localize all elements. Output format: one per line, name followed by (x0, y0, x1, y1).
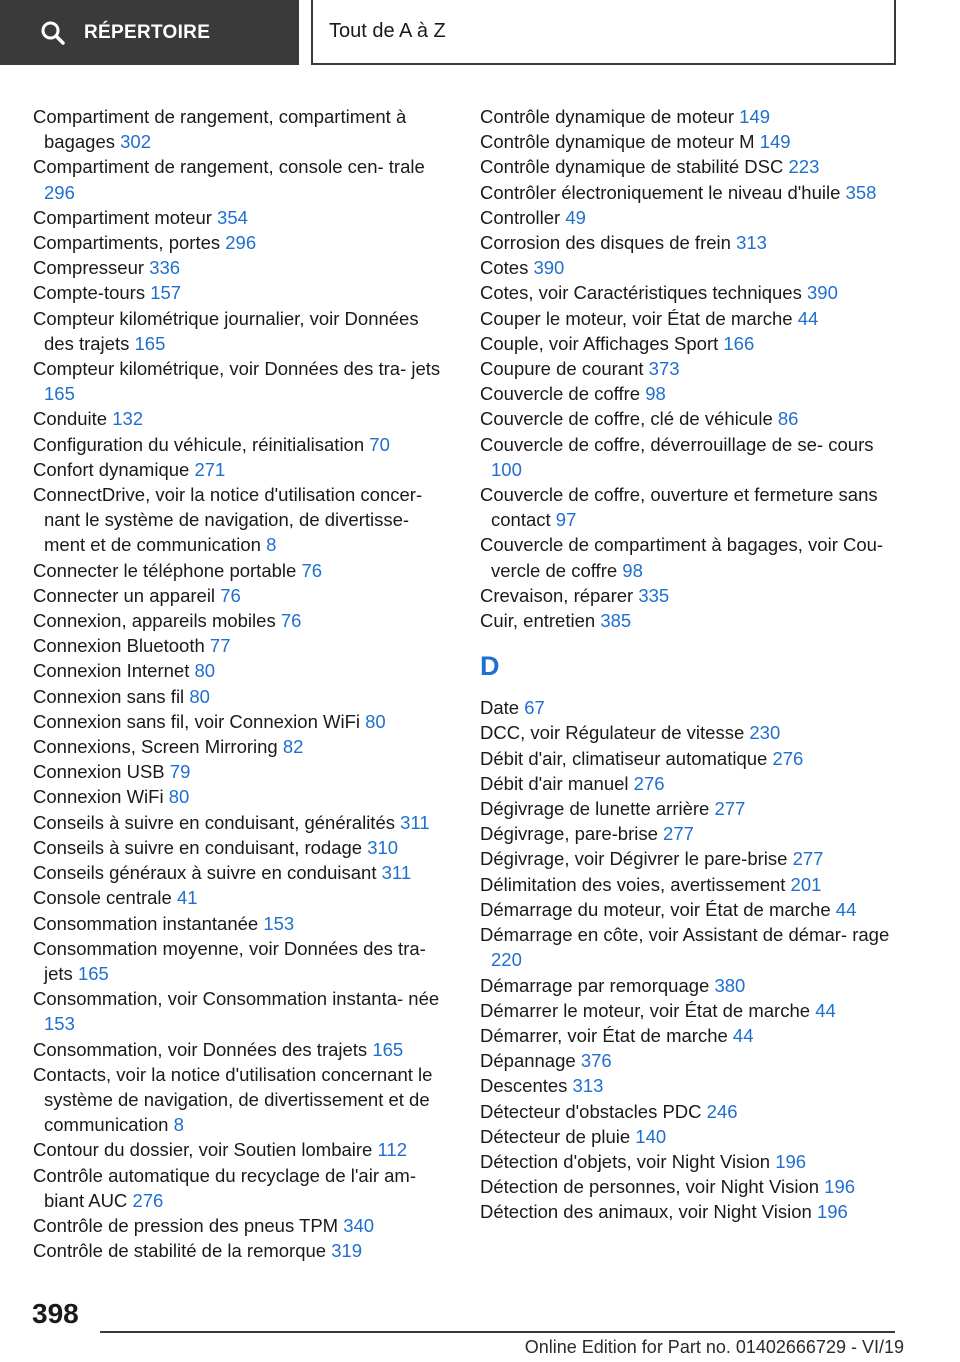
index-term: Conseils à suivre en conduisant, généralités (33, 811, 395, 833)
index-entry (480, 1073, 900, 1098)
index-entry (33, 709, 453, 734)
page-link[interactable]: 311 (381, 862, 412, 884)
index-term: Contrôle dynamique de moteur (480, 106, 735, 127)
page-link[interactable]: 390 (533, 257, 565, 279)
section-label: Tout de A à Z (329, 20, 446, 42)
index-entry (33, 633, 453, 658)
index-entry (480, 1099, 900, 1124)
index-entry (480, 897, 900, 922)
index-term: Contrôle dynamique de moteur M (480, 131, 755, 153)
index-entry (480, 1199, 900, 1224)
page-link[interactable]: 112 (377, 1139, 407, 1161)
page-link[interactable]: 302 (120, 131, 151, 153)
page-link[interactable]: 390 (807, 282, 838, 304)
index-term: Compartiment moteur (33, 206, 212, 228)
page-link[interactable]: 165 (44, 383, 75, 405)
index-entry (480, 846, 900, 871)
directory-label: RÉPERTOIRE (84, 21, 211, 43)
page-link[interactable]: 165 (134, 332, 166, 354)
index-term: Crevaison, réparer (480, 584, 634, 606)
index-entry (480, 998, 900, 1023)
page-link[interactable]: 385 (600, 610, 632, 632)
page-link[interactable]: 373 (648, 358, 680, 380)
page-link[interactable]: 246 (706, 1100, 738, 1122)
page-link[interactable]: 149 (759, 131, 791, 153)
index-entry (33, 658, 453, 683)
index-entry (33, 810, 453, 835)
page-link[interactable]: 313 (572, 1075, 604, 1097)
index-entry (33, 860, 453, 885)
index-term: Confort dynamique (33, 458, 190, 480)
index-entry (480, 872, 900, 897)
index-term: Dépannage (480, 1050, 576, 1072)
index-entry (480, 406, 900, 431)
index-entry (33, 835, 453, 860)
index-entry (480, 205, 900, 230)
index-term: Couple, voir Affichages Sport (480, 332, 719, 354)
page-link[interactable]: 41 (176, 887, 198, 909)
index-term: Couvercle de coffre, déverrouillage de se- cours (480, 433, 874, 455)
section-tab[interactable] (311, 0, 896, 65)
index-term: Compteur kilométrique journalier, voir Données des trajets (33, 307, 419, 354)
page-link[interactable]: 380 (714, 974, 746, 996)
page-link[interactable]: 277 (714, 798, 746, 820)
page-link[interactable]: 277 (663, 823, 694, 845)
index-entry (480, 306, 900, 331)
index-term: Descentes (480, 1075, 568, 1097)
index-term: Détection des animaux, voir Night Vision (480, 1201, 812, 1223)
page-link[interactable]: 8 (173, 1114, 184, 1136)
index-term: Démarrer le moteur, voir État de marche (480, 999, 811, 1021)
section-letter: D (480, 651, 500, 682)
page-link[interactable]: 153 (44, 1013, 75, 1035)
index-entry (33, 911, 453, 936)
page-link[interactable]: 80 (189, 685, 210, 707)
index-term: Contrôler électroniquement le niveau d'huile (480, 181, 841, 203)
index-entry (33, 230, 453, 255)
index-term: Démarrer, voir État de marche (480, 1024, 728, 1046)
index-entry (480, 922, 900, 972)
index-term: Conseils à suivre en conduisant, rodage (33, 836, 363, 858)
page-link[interactable]: 67 (524, 697, 545, 719)
index-term: Consommation moyenne, voir Données des tra- jets (33, 937, 426, 984)
page-link[interactable]: 80 (168, 786, 190, 808)
page-link[interactable]: 201 (790, 873, 822, 895)
index-entry (480, 230, 900, 255)
index-term: Connexion, appareils mobiles (33, 610, 276, 632)
index-term: Débit d'air, climatiseur automatique (480, 747, 768, 769)
page-link[interactable]: 153 (263, 912, 295, 934)
page-link[interactable]: 157 (150, 282, 182, 304)
index-term: Compte-tours (33, 282, 146, 304)
index-entry (480, 720, 900, 745)
page-link[interactable]: 165 (372, 1038, 404, 1060)
page-link[interactable]: 340 (343, 1214, 375, 1236)
page-link[interactable]: 76 (280, 610, 302, 632)
page-link[interactable]: 335 (638, 584, 670, 606)
footer-edition: Online Edition for Part no. 01402666729 - VI/19 (524, 1337, 904, 1357)
index-term: Console centrale (33, 887, 172, 909)
page-link[interactable]: 196 (824, 1176, 856, 1198)
index-term: DCC, voir Régulateur de vitesse (480, 722, 745, 744)
index-entry (33, 255, 453, 280)
page-link[interactable]: 80 (365, 710, 386, 732)
page-link[interactable]: 70 (369, 433, 390, 455)
index-term: Dégivrage de lunette arrière (480, 798, 710, 820)
index-term: ConnectDrive, voir la notice d'utilisation concer- nant le système de navigation, de divertisse- ment et de communication (33, 484, 423, 556)
index-entry (480, 482, 900, 532)
page-link[interactable]: 313 (736, 232, 767, 254)
index-term: Connecter le téléphone portable (33, 559, 297, 581)
index-entry (33, 734, 453, 759)
page-link[interactable]: 310 (367, 836, 399, 858)
page-link[interactable]: 132 (112, 408, 144, 430)
page-link[interactable]: 165 (77, 962, 109, 984)
index-term: Connecter un appareil (33, 584, 216, 606)
index-term: Démarrage du moteur, voir État de marche (480, 898, 831, 920)
page-link[interactable]: 296 (225, 232, 257, 254)
page-link[interactable]: 77 (209, 635, 231, 657)
index-term: Consommation, voir Consommation instanta- née (33, 988, 440, 1010)
index-term: Connexion Bluetooth (33, 635, 205, 657)
index-group-c (480, 104, 900, 633)
index-term: Délimitation des voies, avertissement (480, 873, 786, 895)
page-link[interactable]: 8 (266, 534, 277, 556)
index-entry (480, 771, 900, 796)
page-link[interactable]: 44 (815, 999, 836, 1021)
directory-tab[interactable] (0, 0, 299, 65)
page-link[interactable]: 311 (400, 811, 430, 833)
index-entry (33, 784, 453, 809)
index-term: Contrôle dynamique de stabilité DSC (480, 156, 784, 178)
index-term: Couvercle de coffre (480, 383, 641, 405)
page-link[interactable]: 196 (775, 1150, 807, 1172)
index-term: Contacts, voir la notice d'utilisation concernant le système de navigation, de divertissement et de communication (33, 1063, 433, 1136)
index-term: Consommation, voir Données des trajets (33, 1038, 368, 1060)
page-link[interactable]: 376 (580, 1050, 612, 1072)
index-entry (33, 1163, 453, 1213)
page-link[interactable]: 149 (739, 106, 771, 127)
index-entry (33, 1213, 453, 1238)
index-entry (480, 356, 900, 381)
index-entry (33, 583, 453, 608)
index-term: Couper le moteur, voir État de marche (480, 307, 793, 329)
page-link[interactable]: 271 (194, 458, 226, 480)
index-term: Coupure de courant (480, 358, 644, 380)
index-term: Conduite (33, 408, 108, 430)
index-entry (480, 280, 900, 305)
index-term: Corrosion des disques de frein (480, 232, 731, 254)
page-link[interactable]: 44 (835, 898, 857, 920)
index-entry (480, 381, 900, 406)
index-term: Connexion sans fil, voir Connexion WiFi (33, 710, 360, 732)
index-entry (480, 821, 900, 846)
page-link[interactable]: 86 (777, 408, 799, 430)
index-term: Connexion sans fil (33, 685, 185, 707)
index-term: Connexion USB (33, 761, 165, 783)
index-entry (480, 180, 900, 205)
index-entry (33, 154, 453, 204)
index-entry (33, 104, 453, 154)
page-link[interactable]: 100 (491, 458, 522, 480)
page-link[interactable]: 97 (555, 509, 577, 531)
index-term: Compartiments, portes (33, 232, 221, 254)
page-link[interactable]: 98 (622, 559, 643, 581)
index-term: Connexion WiFi (33, 786, 164, 808)
index-entry (33, 205, 453, 230)
index-term: Dégivrage, voir Dégivrer le pare-brise (480, 848, 788, 870)
index-entry (480, 973, 900, 998)
index-entry (480, 796, 900, 821)
index-entry (480, 255, 900, 280)
page-link[interactable]: 354 (217, 206, 248, 228)
index-term: Cotes, voir Caractéristiques techniques (480, 282, 802, 304)
index-entry (33, 986, 453, 1036)
page-link[interactable]: 82 (282, 736, 304, 758)
index-term: Détecteur d'obstacles PDC (480, 1100, 702, 1122)
page-link[interactable]: 44 (732, 1024, 754, 1046)
index-term: Date (480, 697, 520, 719)
index-entry (480, 1174, 900, 1199)
index-entry (33, 1037, 453, 1062)
page-link[interactable]: 80 (194, 660, 216, 682)
index-term: Compresseur (33, 257, 145, 279)
index-term: Couvercle de coffre, clé de véhicule (480, 408, 773, 430)
index-entry (33, 280, 453, 305)
index-term: Démarrage par remorquage (480, 974, 710, 996)
index-entry (480, 695, 900, 720)
index-entry (480, 432, 900, 482)
index-group-d (480, 695, 900, 1224)
page-link[interactable]: 277 (792, 848, 824, 870)
index-column-right (480, 104, 900, 1225)
index-term: Conseils généraux à suivre en conduisant (33, 862, 377, 884)
page-link[interactable]: 336 (149, 257, 181, 279)
index-entry (480, 746, 900, 771)
page-link[interactable]: 49 (565, 206, 586, 228)
index-entry (480, 1048, 900, 1073)
page-link[interactable]: 276 (132, 1189, 164, 1211)
index-entry (33, 457, 453, 482)
index-term: Couvercle de coffre, ouverture et fermeture sans contact (480, 484, 878, 531)
page-link[interactable]: 44 (797, 307, 819, 329)
index-term: Compartiment de rangement, console cen- trale (33, 156, 425, 178)
index-term: Détection de personnes, voir Night Vision (480, 1176, 820, 1198)
index-term: Controller (480, 206, 561, 228)
index-entry (33, 482, 453, 558)
top-navigation (0, 0, 960, 66)
page-link[interactable]: 296 (44, 181, 75, 203)
index-entry (480, 104, 900, 129)
index-term: Contrôle de stabilité de la remorque (33, 1240, 327, 1262)
index-term: Détecteur de pluie (480, 1125, 631, 1147)
index-term: Démarrage en côte, voir Assistant de démar- rage (480, 924, 890, 946)
index-entry (480, 608, 900, 633)
page-number: 398 (32, 1298, 79, 1329)
index-entry (480, 129, 900, 154)
index-entry (480, 532, 900, 582)
index-term: Compteur kilométrique, voir Données des tra- jets (33, 358, 441, 380)
index-term: Cotes (480, 257, 529, 279)
page-link[interactable]: 79 (169, 761, 191, 783)
page-link[interactable]: 76 (301, 559, 323, 581)
page-link[interactable]: 276 (772, 747, 804, 769)
index-term: Couvercle de compartiment à bagages, voir Cou- vercle de coffre (480, 534, 884, 581)
page-link[interactable]: 276 (633, 772, 665, 794)
index-term: Détection d'objets, voir Night Vision (480, 1150, 771, 1172)
page-link[interactable]: 98 (645, 383, 666, 405)
page-link[interactable]: 196 (816, 1201, 848, 1223)
page-link[interactable]: 140 (635, 1125, 667, 1147)
index-entry (33, 684, 453, 709)
search-icon (40, 20, 66, 46)
index-entry (33, 885, 453, 910)
index-entry (33, 306, 453, 356)
index-entry (33, 759, 453, 784)
page-link[interactable]: 220 (491, 949, 522, 971)
footer-divider (100, 1331, 895, 1333)
index-term: Contour du dossier, voir Soutien lombaire (33, 1139, 373, 1161)
page-link[interactable]: 230 (749, 722, 781, 744)
index-entry (33, 1137, 453, 1162)
index-term: Connexion Internet (33, 660, 190, 682)
index-term: Connexions, Screen Mirroring (33, 736, 278, 758)
index-entry (480, 1149, 900, 1174)
index-column-left (33, 104, 453, 1263)
index-entry (33, 432, 453, 457)
page-link[interactable]: 319 (331, 1240, 363, 1262)
page-link[interactable]: 358 (845, 181, 877, 203)
index-entry (480, 154, 900, 179)
index-term: Contrôle automatique du recyclage de l'air am- biant AUC (33, 1164, 416, 1211)
index-term: Configuration du véhicule, réinitialisation (33, 433, 365, 455)
index-entry (480, 1023, 900, 1048)
index-term: Dégivrage, pare-brise (480, 823, 658, 845)
index-entry (33, 1238, 453, 1263)
index-entry (33, 608, 453, 633)
page-link[interactable]: 76 (220, 584, 241, 606)
index-entry (33, 558, 453, 583)
page-link[interactable]: 166 (723, 332, 755, 354)
index-term: Compartiment de rangement, compartiment à bagages (33, 106, 407, 153)
index-entry (480, 331, 900, 356)
index-term: Débit d'air manuel (480, 772, 629, 794)
index-term: Cuir, entretien (480, 610, 596, 632)
index-entry (480, 583, 900, 608)
index-term: Contrôle de pression des pneus TPM (33, 1214, 339, 1236)
index-entry (33, 406, 453, 431)
page-link[interactable]: 223 (788, 156, 820, 178)
index-entry (33, 356, 453, 406)
index-entry (480, 1124, 900, 1149)
index-term: Consommation instantanée (33, 912, 259, 934)
index-entry (33, 936, 453, 986)
index-entry (33, 1062, 453, 1138)
